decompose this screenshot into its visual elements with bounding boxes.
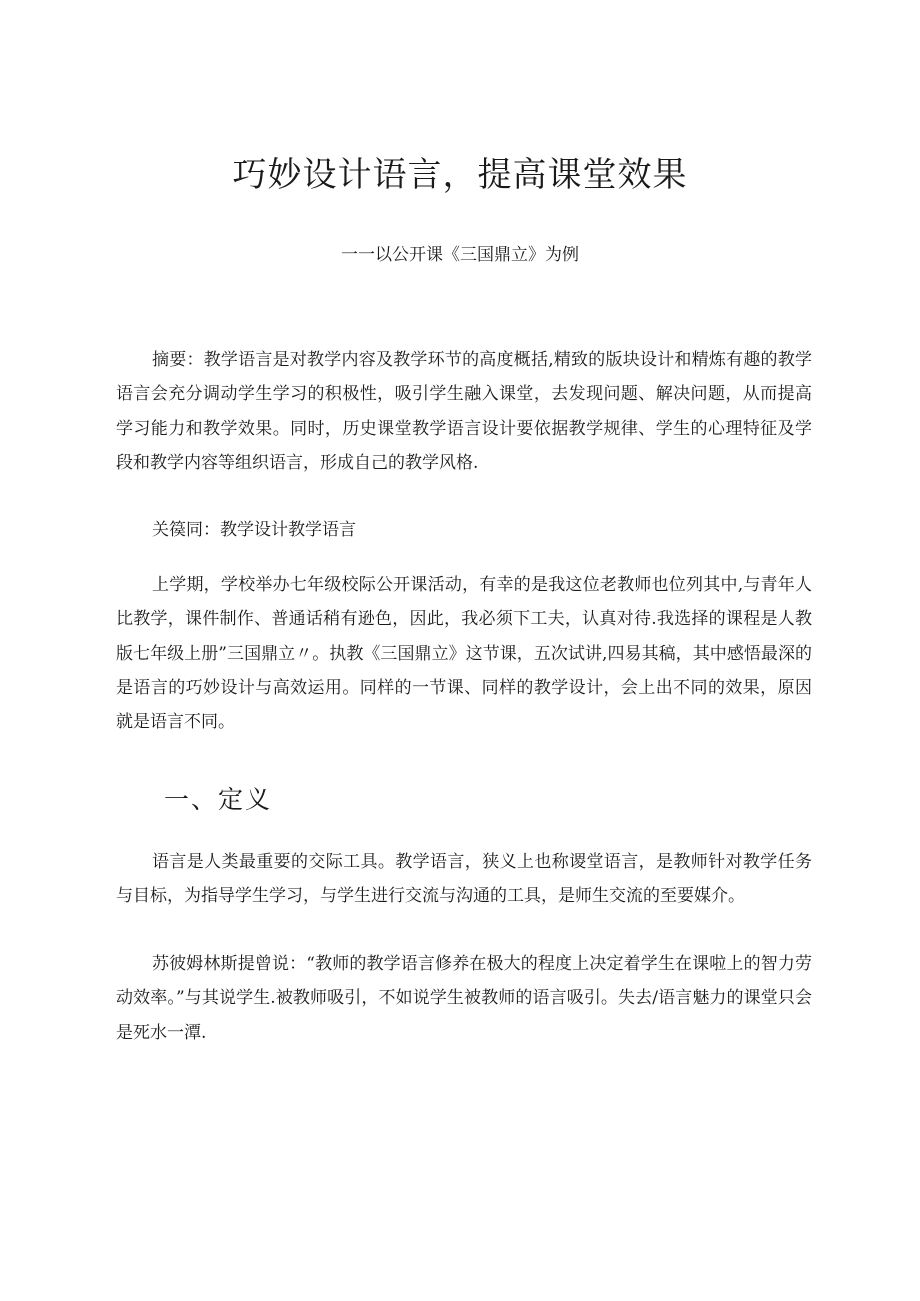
keywords-line: 关篌同：教学设计教学语言 xyxy=(152,520,356,540)
definition-paragraph: 语言是人类最重要的交际工具。教学语言，狭义上也称谡堂语言，是教师针对教学任务与目标，为指导学生学习，与学生进行交流与沟通的工具，是师生交流的至要媒介。 xyxy=(116,852,812,907)
abstract-paragraph: 摘要：教学语言是对教学内容及教学环节的高度概括,精致的版块设计和精炼有趣的教学语言会充分调动学生学习的积极性，吸引学生融入课堂，去发现问题、解决问题，从而提高学习能力和教学效果。同时，历史课堂教学语言设计要依据教学规律、学生的心理特征及学段和教学内容等组织语言，形成自己的教学风格. xyxy=(116,350,812,473)
intro-paragraph: 上学期，学校举办七年级校际公开课活动，有幸的是我这位老教师也位列其中,与青年人比教学，课件制作、普通话稍有逊色，因此，我必须下工夫，认真对待.我选择的课程是人教版七年级上册”三国鼎立〃。执教《三国鼎立》这节课，五次试讲,四易其稿，其中感悟最深的是语言的巧妙设计与高效运用。同样的一节课、同样的教学设计，会上出不同的效果，原因就是语言不同。 xyxy=(116,575,812,733)
quote-paragraph: 苏彼姆林斯提曾说：“教师的教学语言修养在极大的程度上决定着学生在课啦上的智力劳动效率。”与其说学生.被教师吸引，不如说学生被教师的语言吸引。失去/语言魅力的课堂只会是死水一潭. xyxy=(116,954,812,1043)
document-title: 巧妙设计语言，提高课堂效果 xyxy=(232,155,688,195)
section-heading-definition: 一、定义 xyxy=(164,785,273,814)
document-subtitle: 一一以公开课《三国鼎立》为例 xyxy=(341,245,579,265)
